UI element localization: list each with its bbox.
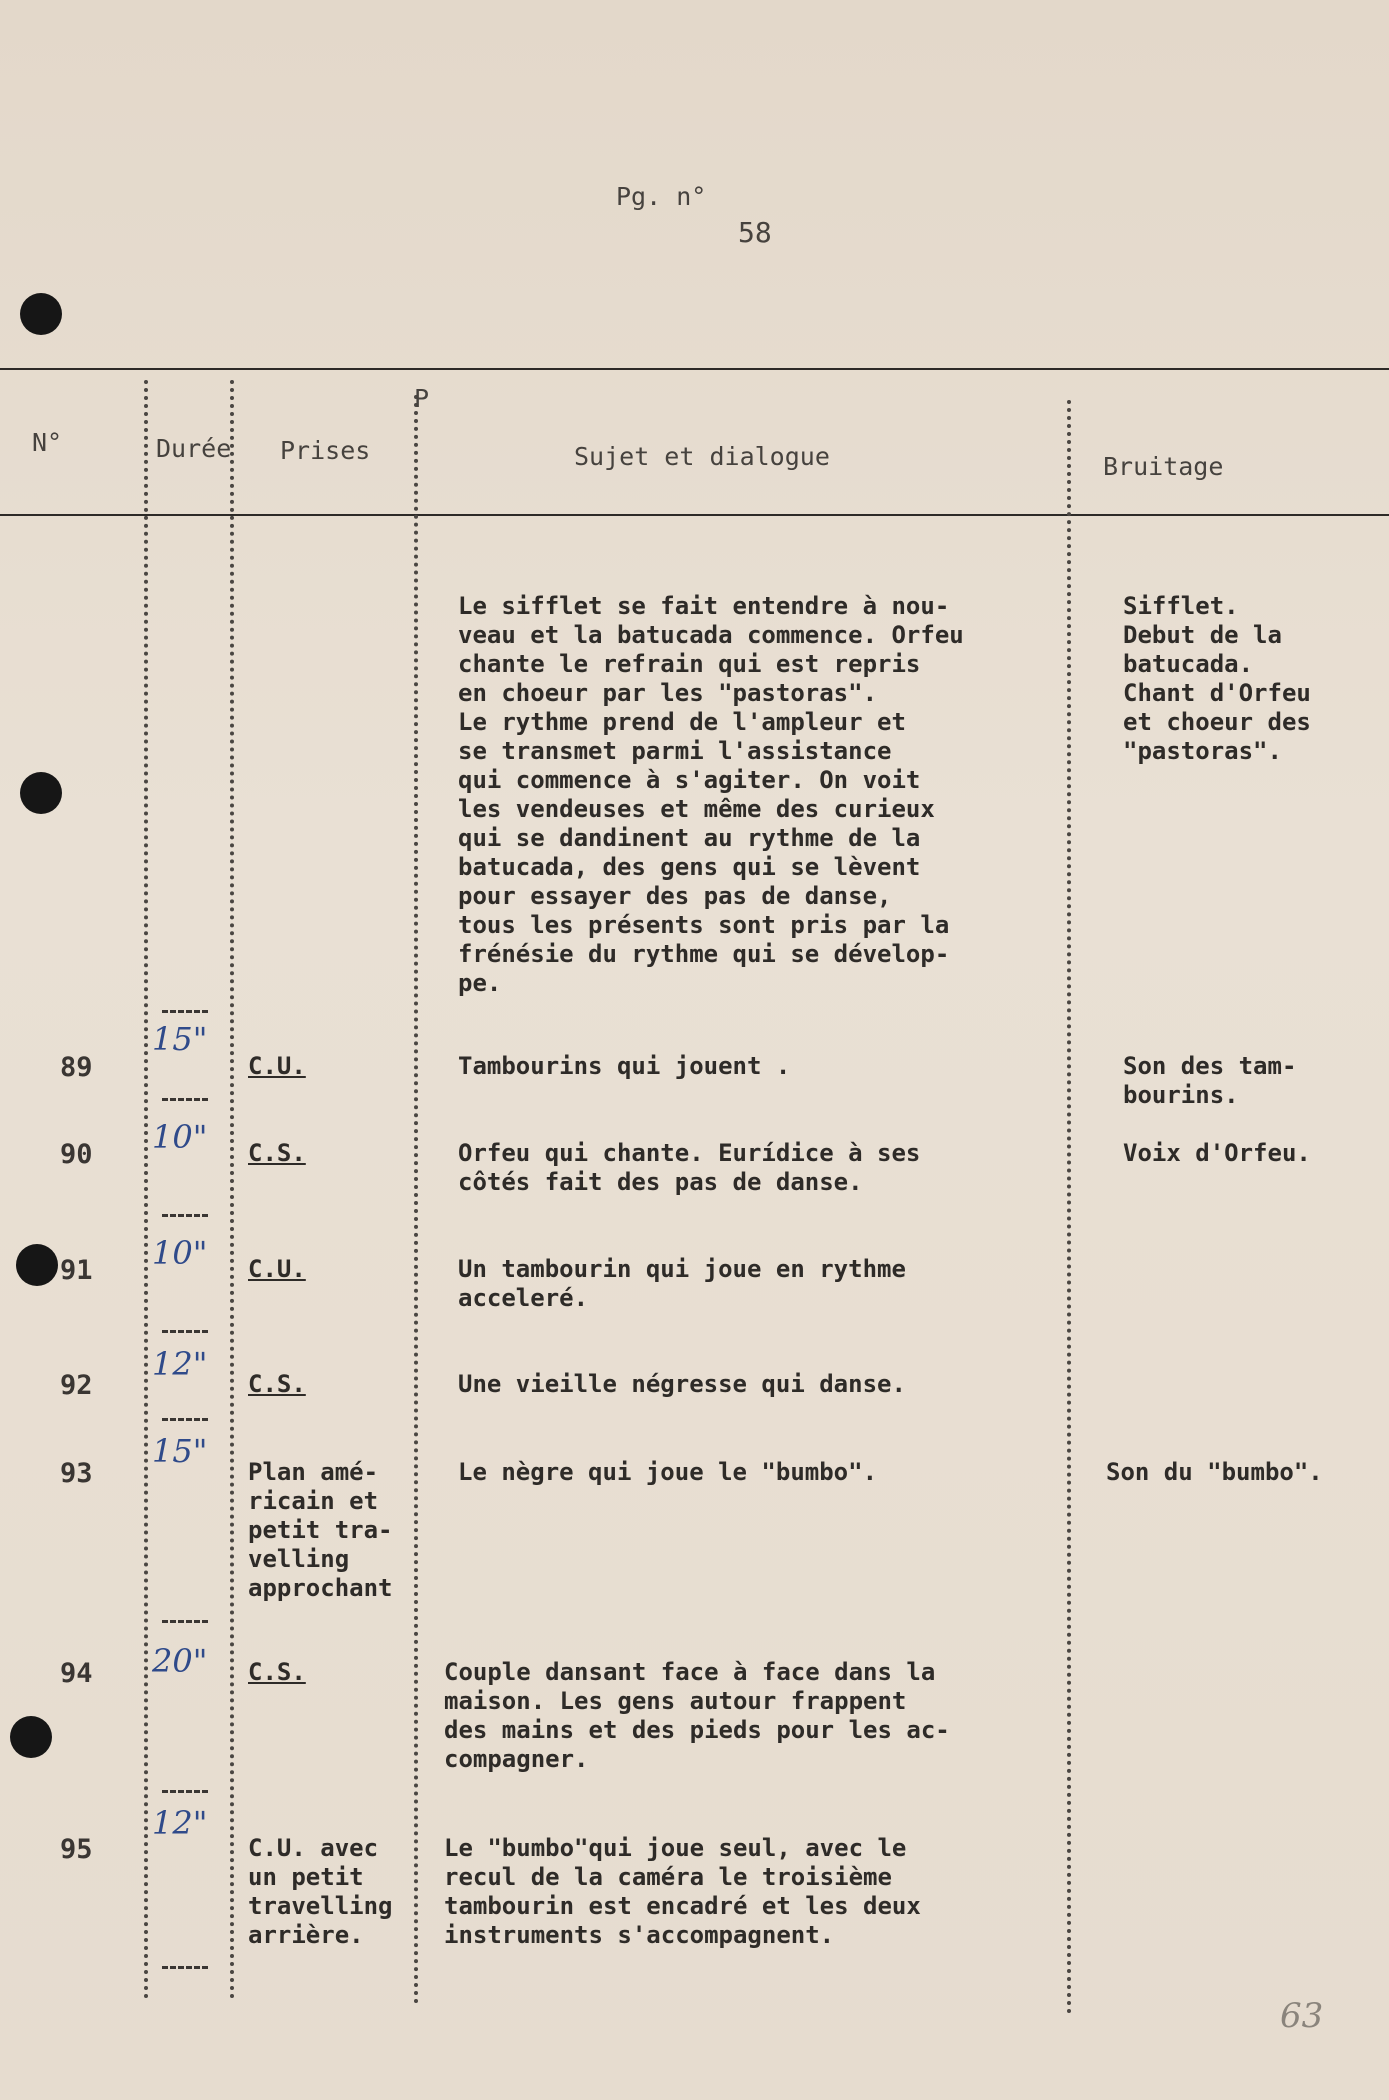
shot-number: 90	[60, 1139, 93, 1170]
shot-prise-line: velling	[248, 1545, 350, 1573]
sujet-line: veau et la batucada commence. Orfeu	[458, 621, 964, 649]
row-separator	[162, 1418, 208, 1421]
page-label: Pg. n°	[616, 182, 707, 211]
shot-prise-line: C.U.	[248, 1052, 306, 1080]
row-separator	[162, 1010, 208, 1013]
shot-sujet-line: tambourin est encadré et les deux	[444, 1892, 921, 1920]
shot-prise-line: Plan amé-	[248, 1458, 379, 1486]
row-separator	[162, 1330, 208, 1333]
shot-sujet-line: maison. Les gens autour frappent	[444, 1687, 907, 1715]
column-divider	[144, 380, 148, 2000]
row-separator	[162, 1620, 208, 1623]
shot-sujet-line: côtés fait des pas de danse.	[458, 1168, 863, 1196]
shot-prise-line: C.S.	[248, 1658, 306, 1686]
shot-sujet-line: Couple dansant face à face dans la	[444, 1658, 936, 1686]
shot-number: 91	[60, 1255, 93, 1286]
row-separator	[162, 1214, 208, 1217]
corner-note: 63	[1280, 1996, 1324, 2036]
punch-hole	[20, 293, 62, 335]
punch-hole	[16, 1244, 58, 1286]
shot-sujet-line: Le "bumbo"qui joue seul, avec le	[444, 1834, 907, 1862]
bruitage-line: Debut de la	[1123, 621, 1282, 649]
shot-prise-line: C.U. avec	[248, 1834, 379, 1862]
shot-sujet-line: Le nègre qui joue le "bumbo".	[458, 1458, 878, 1486]
shot-prise-line: arrière.	[248, 1921, 364, 1949]
sujet-line: pe.	[458, 969, 502, 997]
shot-sujet-line: Orfeu qui chante. Eurídice à ses	[458, 1139, 921, 1167]
shot-duration: 10"	[152, 1118, 208, 1156]
column-divider	[414, 395, 418, 2005]
col-header-bruitage: Bruitage	[1103, 452, 1224, 481]
shot-number: 89	[60, 1052, 93, 1083]
shot-prise-line: C.S.	[248, 1139, 306, 1167]
shot-bruitage-line: Son du "bumbo".	[1106, 1458, 1323, 1486]
shot-duration: 12"	[152, 1804, 208, 1842]
column-divider	[230, 380, 234, 2000]
shot-sujet-line: Un tambourin qui joue en rythme	[458, 1255, 906, 1283]
shot-number: 95	[60, 1834, 93, 1865]
shot-prise-line: C.S.	[248, 1370, 306, 1398]
sujet-line: qui commence à s'agiter. On voit	[458, 766, 921, 794]
page-number: 58	[738, 216, 772, 249]
bruitage-line: batucada.	[1123, 650, 1254, 678]
shot-number: 92	[60, 1370, 93, 1401]
column-divider	[1067, 400, 1071, 2015]
bruitage-line: "pastoras".	[1123, 737, 1282, 765]
sujet-line: en choeur par les "pastoras".	[458, 679, 878, 707]
shot-sujet-line: recul de la caméra le troisième	[444, 1863, 892, 1891]
shot-duration: 20"	[152, 1642, 208, 1680]
shot-sujet-line: Une vieille négresse qui danse.	[458, 1370, 906, 1398]
sujet-line: Le sifflet se fait entendre à nou-	[458, 592, 950, 620]
col-header-sujet: Sujet et dialogue	[574, 442, 830, 471]
shot-prise-line: C.U.	[248, 1255, 306, 1283]
sujet-line: qui se dandinent au rythme de la	[458, 824, 921, 852]
row-separator	[162, 1966, 208, 1969]
shot-sujet-line: acceleré.	[458, 1284, 589, 1312]
col-header-prises: Prises	[280, 436, 371, 465]
shot-sujet-line: Tambourins qui jouent .	[458, 1052, 791, 1080]
col-header-no: N°	[32, 428, 63, 457]
shot-bruitage-line: bourins.	[1123, 1081, 1239, 1109]
bruitage-line: Chant d'Orfeu	[1123, 679, 1311, 707]
punch-hole	[20, 772, 62, 814]
shot-duration: 15"	[152, 1020, 208, 1058]
shot-prise-line: petit tra-	[248, 1516, 393, 1544]
shot-sujet-line: des mains et des pieds pour les ac-	[444, 1716, 950, 1744]
sujet-line: les vendeuses et même des curieux	[458, 795, 935, 823]
shot-sujet-line: instruments s'accompagnent.	[444, 1921, 835, 1949]
header-bottom-rule	[0, 514, 1389, 516]
shot-bruitage-line: Son des tam-	[1123, 1052, 1297, 1080]
header-top-rule	[0, 368, 1389, 370]
shot-sujet-line: compagner.	[444, 1745, 589, 1773]
punch-hole	[10, 1716, 52, 1758]
shot-number: 94	[60, 1658, 93, 1689]
shot-duration: 12"	[152, 1345, 208, 1383]
shot-bruitage-line: Voix d'Orfeu.	[1123, 1139, 1311, 1167]
sujet-line: pour essayer des pas de danse,	[458, 882, 892, 910]
row-separator	[162, 1098, 208, 1101]
sujet-line: frénésie du rythme qui se dévelop-	[458, 940, 950, 968]
shot-prise-line: travelling	[248, 1892, 393, 1920]
shot-duration: 15"	[152, 1432, 208, 1470]
bruitage-line: Sifflet.	[1123, 592, 1239, 620]
col-header-p: P	[414, 384, 430, 413]
sujet-line: batucada, des gens qui se lèvent	[458, 853, 921, 881]
shot-duration: 10"	[152, 1234, 208, 1272]
shot-number: 93	[60, 1458, 93, 1489]
shot-prise-line: ricain et	[248, 1487, 379, 1515]
bruitage-line: et choeur des	[1123, 708, 1311, 736]
shot-prise-line: un petit	[248, 1863, 364, 1891]
sujet-line: se transmet parmi l'assistance	[458, 737, 892, 765]
sujet-line: tous les présents sont pris par la	[458, 911, 950, 939]
col-header-duree: Durée	[156, 434, 232, 463]
shot-prise-line: approchant	[248, 1574, 393, 1602]
row-separator	[162, 1790, 208, 1793]
sujet-line: Le rythme prend de l'ampleur et	[458, 708, 906, 736]
sujet-line: chante le refrain qui est repris	[458, 650, 921, 678]
